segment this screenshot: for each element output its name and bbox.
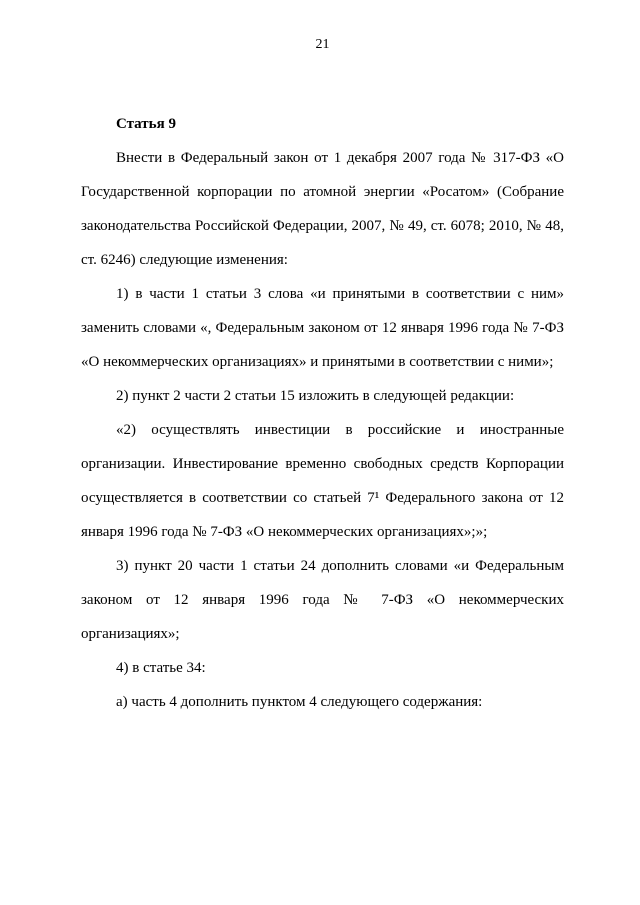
document-body (81, 107, 564, 719)
paragraph: 4) в статье 34: (116, 660, 206, 676)
paragraph: 2) пункт 2 части 2 статьи 15 изложить в следующей редакции: (116, 388, 515, 404)
article-heading: Статья 9 (116, 116, 176, 132)
paragraph: Внести в Федеральный закон от 1 декабря 2007 года № 317-ФЗ «О Государственной корпорации по атомной энергии «Росатом» (Собрание законодательства Российской Федерации, 2007, № 49, ст. 6078; 2010, № 48, ст. 6246) следующие изменения: (81, 150, 564, 268)
paragraph: «2) осуществлять инвестиции в российские и иностранные организации. Инвестирование временно свободных средств Корпорации осуществляется в соответствии со статьей 7¹ Федерального закона от 12 января 1996 года № 7-ФЗ «О некоммерческих организациях»;»; (81, 422, 564, 540)
paragraph: а) часть 4 дополнить пунктом 4 следующего содержания: (116, 694, 483, 710)
paragraph: 1) в части 1 статьи 3 слова «и принятыми в соответствии с ним» заменить словами «, Федеральным законом от 12 января 1996 года № 7-ФЗ «О некоммерческих организациях» и принятыми в соответствии с ними»; (81, 286, 564, 370)
page-number: 21 (315, 37, 330, 52)
paragraph: 3) пункт 20 части 1 статьи 24 дополнить словами «и Федеральным законом от 12 января 1996 года № 7-ФЗ «О некоммерческих организациях»; (81, 558, 564, 642)
